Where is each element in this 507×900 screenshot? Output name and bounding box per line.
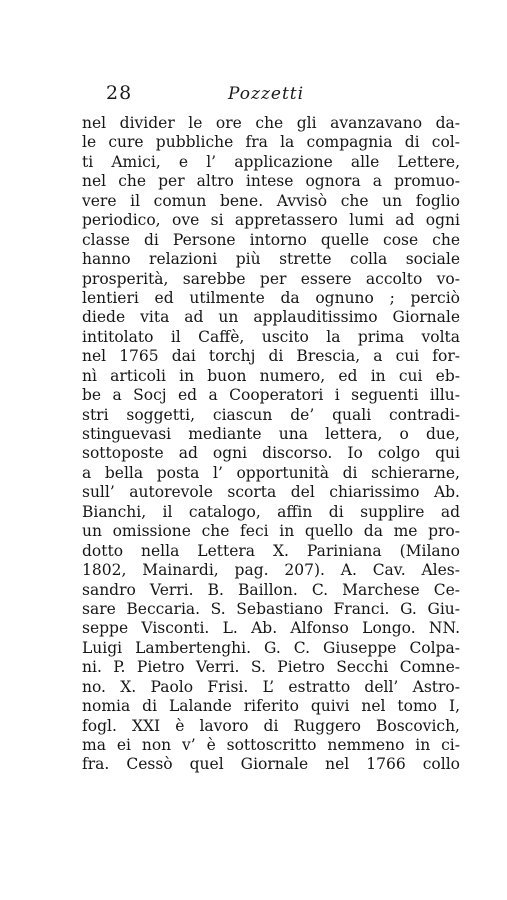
- text-line: sandro Verri. B. Baillon. C. Marchese Ce-: [82, 580, 460, 599]
- text-line: intitolato il Caffè, uscito la prima volta: [82, 327, 460, 346]
- text-line: dotto nella Lettera X. Pariniana (Milano: [82, 541, 460, 560]
- text-line: hanno relazioni più strette colla sociale: [82, 250, 460, 269]
- text-line: ti Amici, e l’ applicazione alle Lettere,: [82, 152, 460, 171]
- text-line: sull’ autorevole scorta del chiarissimo Ab.: [82, 483, 460, 502]
- text-line: Luigi Lambertenghi. G. C. Giuseppe Colpa-: [82, 638, 460, 657]
- text-line: classe di Persone intorno quelle cose che: [82, 230, 460, 249]
- text-line: nomia di Lalande riferito quivi nel tomo I,: [82, 697, 460, 716]
- text-line: seppe Visconti. L. Ab. Alfonso Longo. NN.: [82, 619, 460, 638]
- text-line: sare Beccaria. S. Sebastiano Franci. G. Giu-: [82, 599, 460, 618]
- text-line: le cure pubbliche fra la compagnia di col-: [82, 133, 460, 152]
- text-line: no. X. Paolo Frisi. L’ estratto dell’ Astro-: [82, 677, 460, 696]
- text-line: nel 1765 dai torchj di Brescia, a cui for-: [82, 347, 460, 366]
- text-line: ni. P. Pietro Verri. S. Pietro Secchi Comne-: [82, 658, 460, 677]
- text-line: be a Socj ed a Cooperatori i seguenti illu-: [82, 386, 460, 405]
- text-line: lentieri ed utilmente da ognuno ; perciò: [82, 288, 460, 307]
- text-line: periodico, ove si appretassero lumi ad ogni: [82, 211, 460, 230]
- body-text: [82, 114, 460, 775]
- text-line: nel divider le ore che gli avanzavano da-: [82, 114, 460, 132]
- page-header: [92, 82, 432, 112]
- running-head: Pozzetti: [228, 84, 305, 104]
- text-line: stri soggetti, ciascun de’ quali contradi-: [82, 405, 460, 424]
- text-line: prosperità, sarebbe per essere accolto vo-: [82, 269, 460, 288]
- text-line: un omissione che feci in quello da me pro-: [82, 522, 460, 541]
- text-line: nel che per altro intese ognora a promuo-: [82, 172, 460, 191]
- text-line: vere il comun bene. Avvisò che un foglio: [82, 191, 460, 210]
- text-line: diede vita ad un applauditissimo Giornale: [82, 308, 460, 327]
- page-number: 28: [106, 82, 133, 104]
- text-line: ma ei non v’ è sottoscritto nemmeno in ci-: [82, 736, 460, 754]
- text-line: sottoposte ad ogni discorso. Io colgo qui: [82, 444, 460, 463]
- text-line: nì articoli in buon numero, ed in cui eb-: [82, 366, 460, 385]
- text-line: fra. Cessò quel Giornale nel 1766 collo: [82, 755, 460, 774]
- text-line: fogl. XXI è lavoro di Ruggero Boscovich,: [82, 716, 460, 735]
- text-line: stinguevasi mediante una lettera, o due,: [82, 425, 460, 443]
- text-line: 1802, Mainardi, pag. 207). A. Cav. Ales-: [82, 561, 460, 580]
- text-line: a bella posta l’ opportunità di schierarne,: [82, 463, 460, 482]
- text-line: Bianchi, il catalogo, affin di supplire ad: [82, 502, 460, 521]
